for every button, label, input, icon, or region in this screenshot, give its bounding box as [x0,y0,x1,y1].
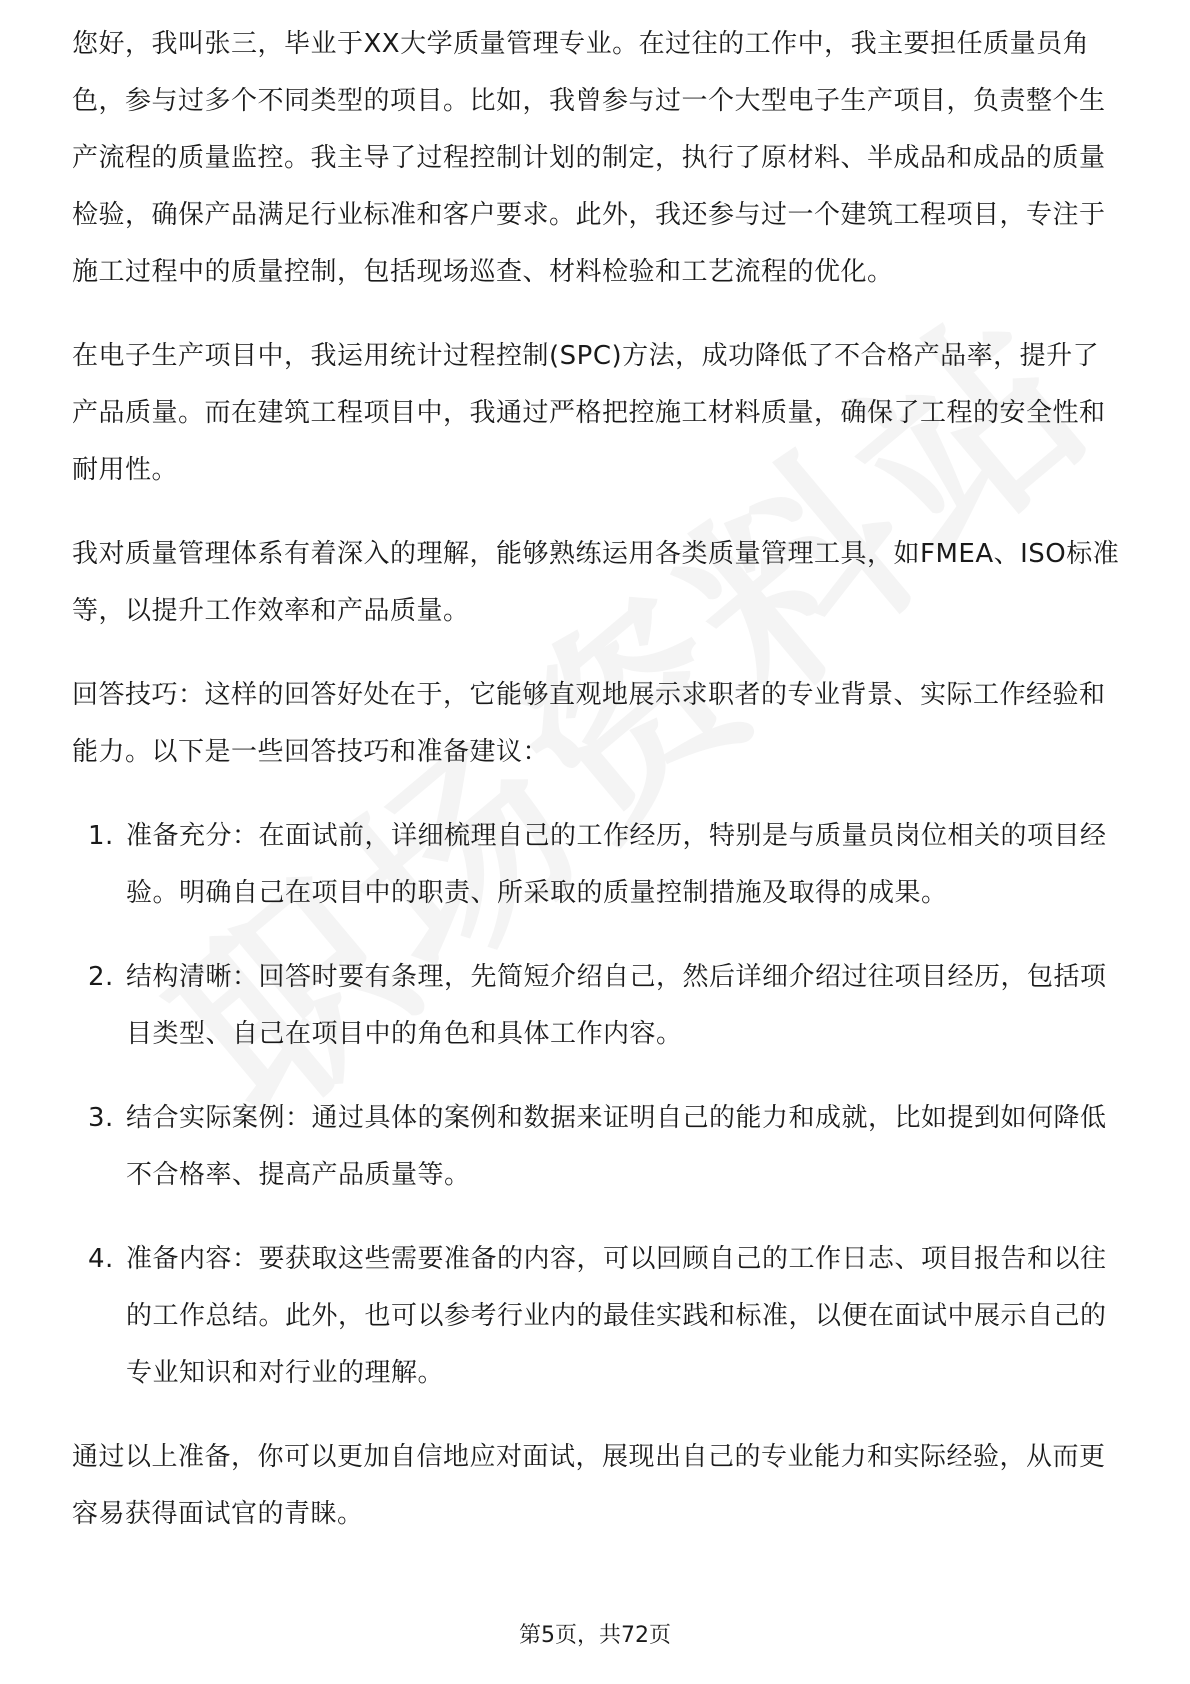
list-text: 准备内容：要获取这些需要准备的内容，可以回顾自己的工作日志、项目报告和以往的工作总结。此外，也可以参考行业内的最佳实践和标准，以便在面试中展示自己的专业知识和对行业的理解。 [126,1244,1107,1388]
paragraph-intro: 您好，我叫张三，毕业于XX大学质量管理专业。在过往的工作中，我主要担任质量员角色，参与过多个不同类型的项目。比如，我曾参与过一个大型电子生产项目，负责整个生产流程的质量监控。我主导了过程控制计划的制定，执行了原材料、半成品和成品的质量检验，确保产品满足行业标准和客户要求。此外，我还参与过一个建筑工程项目，专注于施工过程中的质量控制，包括现场巡查、材料检验和工艺流程的优化。 [72,29,1106,287]
tips-list [72,808,1122,1402]
list-number: 4. [88,1244,114,1274]
list-text: 结构清晰：回答时要有条理，先简短介绍自己，然后详细介绍过往项目经历，包括项目类型、自己在项目中的角色和具体工作内容。 [126,962,1107,1049]
list-text: 准备充分：在面试前，详细梳理自己的工作经历，特别是与质量员岗位相关的项目经验。明确自己在项目中的职责、所采取的质量控制措施及取得的成果。 [126,821,1107,908]
list-item [72,1090,1122,1204]
paragraph-tips-intro: 回答技巧：这样的回答好处在于，它能够直观地展示求职者的专业背景、实际工作经验和能力。以下是一些回答技巧和准备建议： [72,680,1106,767]
list-item [72,949,1122,1063]
list-item [72,1231,1122,1402]
paragraph-qms: 我对质量管理体系有着深入的理解，能够熟练运用各类质量管理工具，如FMEA、ISO标准等，以提升工作效率和产品质量。 [72,539,1120,626]
list-number: 2. [88,962,114,992]
document-body [72,22,1122,1570]
paragraph-spc: 在电子生产项目中，我运用统计过程控制(SPC)方法，成功降低了不合格产品率，提升了产品质量。而在建筑工程项目中，我通过严格把控施工材料质量，确保了工程的安全性和耐用性。 [72,341,1106,485]
page-footer: 第5页，共72页 [519,1623,671,1648]
list-number: 1. [88,821,114,851]
paragraph-closing: 通过以上准备，你可以更加自信地应对面试，展现出自己的专业能力和实际经验，从而更容易获得面试官的青睐。 [72,1442,1106,1529]
list-text: 结合实际案例：通过具体的案例和数据来证明自己的能力和成就，比如提到如何降低不合格率、提高产品质量等。 [126,1103,1107,1190]
list-number: 3. [88,1103,114,1133]
list-item [72,808,1122,922]
